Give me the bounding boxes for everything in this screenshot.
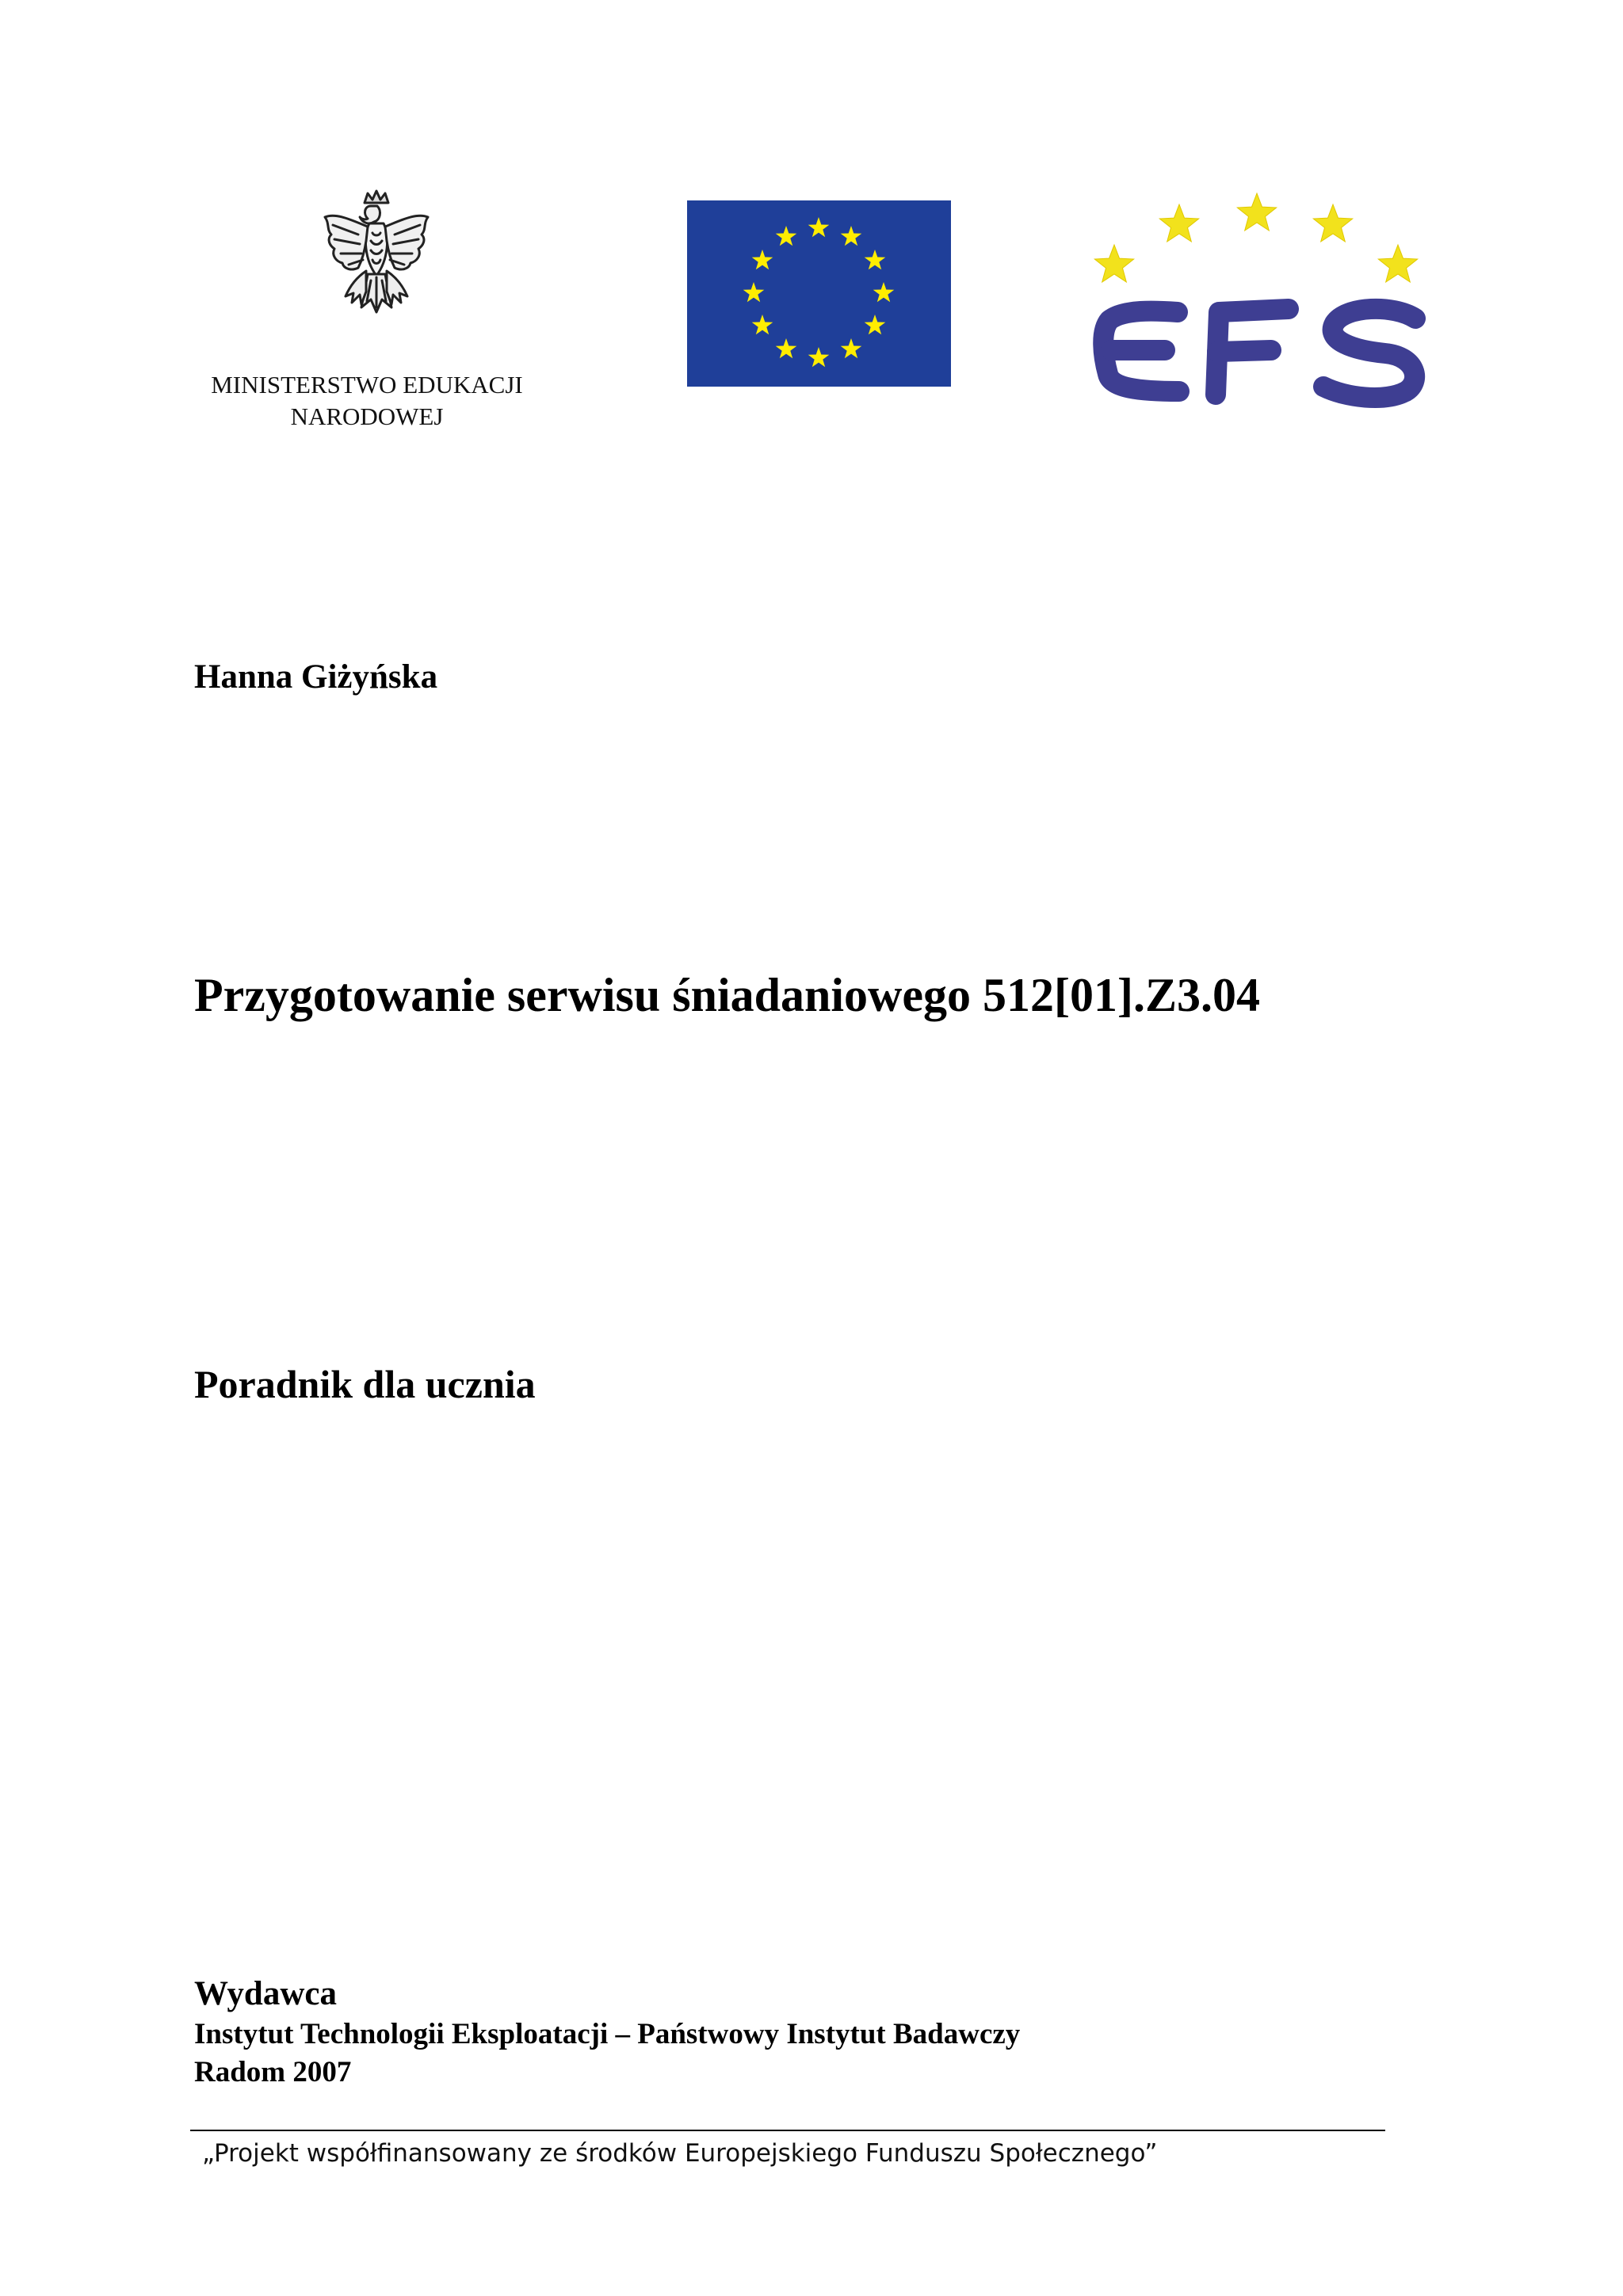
efs-star-icon: [1378, 245, 1417, 282]
publisher-institution: Instytut Technologii Eksploatacji – Państwowy Instytut Badawczy: [194, 2018, 1021, 2050]
footer-note: „Projekt współfinansowany ze środków Europejskiego Funduszu Społecznego”: [202, 2139, 1158, 2168]
efs-logo: [1092, 184, 1441, 425]
efs-star-icon: [1159, 204, 1198, 242]
publisher-block: [194, 1973, 1020, 2092]
document-title: Przygotowanie serwisu śniadaniowego 512[01].Z3.04: [194, 969, 1260, 1021]
ministry-name-line1: MINISTERSTWO EDUKACJI: [211, 371, 523, 399]
efs-star-icon: [1094, 245, 1133, 282]
publisher-label: Wydawca: [194, 1975, 337, 2012]
eu-flag-logo: [687, 200, 951, 387]
efs-star-icon: [1313, 204, 1352, 242]
author-name: Hanna Giżyńska: [194, 658, 438, 696]
document-subtitle: Poradnik dla ucznia: [194, 1362, 536, 1406]
polish-eagle-emblem: [317, 189, 436, 339]
ministry-name: [189, 369, 545, 433]
efs-star-icon: [1237, 193, 1276, 231]
publisher-place-year: Radom 2007: [194, 2056, 352, 2088]
ministry-name-line2: NARODOWEJ: [290, 402, 444, 430]
footer-divider: [190, 2130, 1385, 2131]
